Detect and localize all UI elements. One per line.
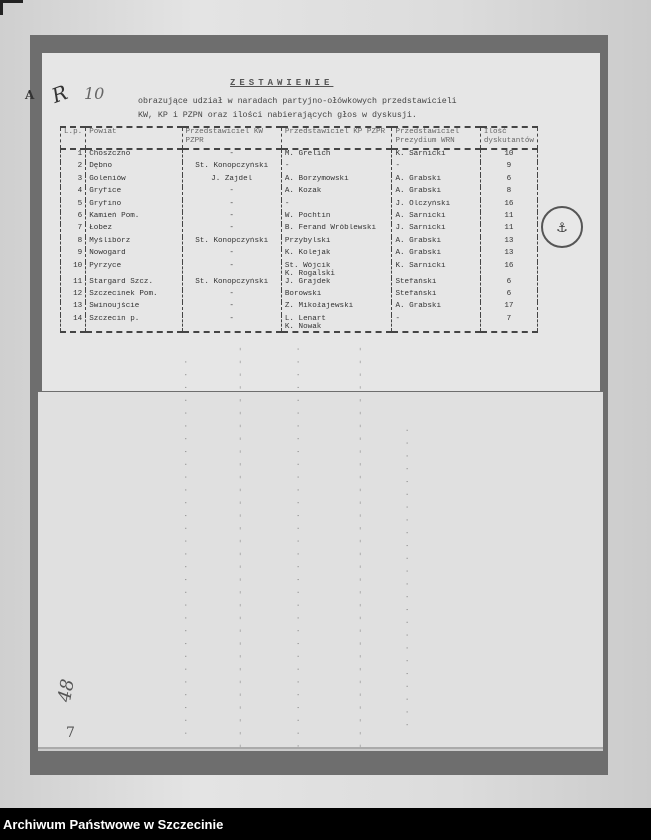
header-count: Ilość dyskutantów xyxy=(480,127,537,149)
cell-lp: 8 xyxy=(61,237,86,249)
margin-mark-a: A xyxy=(25,88,35,102)
crop-mark xyxy=(0,0,23,15)
cell-count: 7 xyxy=(480,315,537,332)
summary-table xyxy=(60,126,538,333)
cell-count: 9 xyxy=(480,162,537,174)
header-wrn: Przedstawiciel Prezydium WRN xyxy=(392,127,480,149)
table-row xyxy=(61,262,538,278)
cell-lp: 4 xyxy=(61,187,86,199)
cell-kp: A. Kozak xyxy=(281,187,392,199)
cell-count: 6 xyxy=(480,175,537,187)
cell-kp: - xyxy=(281,200,392,212)
cell-kp: M. Grelich xyxy=(281,149,392,162)
cell-lp: 2 xyxy=(61,162,86,174)
cell-powiat: Pyrzyce xyxy=(86,262,182,278)
cell-powiat: Nowogard xyxy=(86,249,182,261)
bleed-through-text: - - - - - - - - - - - - - - - - - - - - - - - - - - - - - - - - xyxy=(234,345,245,749)
table-row xyxy=(61,249,538,261)
cell-wrn: J. Olczyński xyxy=(392,200,480,212)
table-row xyxy=(61,175,538,187)
margin-mark-10: 10 xyxy=(84,84,105,103)
cell-lp: 14 xyxy=(61,315,86,332)
cell-wrn: A. Grabski xyxy=(392,249,480,261)
cell-kp: Przybylski xyxy=(281,237,392,249)
cell-lp: 10 xyxy=(61,262,86,278)
cell-kw: J. Zajdel xyxy=(182,175,281,187)
cell-kw: - xyxy=(182,315,281,332)
header-kp: Przedstawiciel KP PZPR xyxy=(281,127,392,149)
cell-powiat: Gryfino xyxy=(86,200,182,212)
cell-lp: 13 xyxy=(61,302,86,314)
cell-wrn: A. Grabski xyxy=(392,302,480,314)
cell-count: 13 xyxy=(480,249,537,261)
table-row xyxy=(61,149,538,162)
cell-kw: St. Konopczyński xyxy=(182,237,281,249)
cell-lp: 11 xyxy=(61,278,86,290)
cell-powiat: Dębno xyxy=(86,162,182,174)
cell-lp: 1 xyxy=(61,149,86,162)
cell-kp: - xyxy=(281,162,392,174)
header-lp: L.p. xyxy=(61,127,86,149)
document-subtitle xyxy=(138,95,457,123)
cell-wrn: A. Grabski xyxy=(392,175,480,187)
cell-kw: - xyxy=(182,262,281,278)
table-row xyxy=(61,187,538,199)
cell-lp: 5 xyxy=(61,200,86,212)
table-row xyxy=(61,290,538,302)
cell-kp: L. Lenart K. Nowak xyxy=(281,315,392,332)
cell-powiat: Szczecin p. xyxy=(86,315,182,332)
cell-kp: B. Ferand Wróblewski xyxy=(281,224,392,236)
cell-powiat: Myślibórz xyxy=(86,237,182,249)
cell-kp: Z. Mikołajewski xyxy=(281,302,392,314)
cell-lp: 3 xyxy=(61,175,86,187)
cell-kp: A. Borzymowski xyxy=(281,175,392,187)
cell-kp: K. Kolejak xyxy=(281,249,392,261)
cell-powiat: Świnoujście xyxy=(86,302,182,314)
cell-wrn: J. Sarnicki xyxy=(392,224,480,236)
cell-lp: 7 xyxy=(61,224,86,236)
cell-wrn: - xyxy=(392,162,480,174)
cell-count: 8 xyxy=(480,187,537,199)
cell-count: 16 xyxy=(480,200,537,212)
header-kw: Przedstawiciel KW PZPR xyxy=(182,127,281,149)
cell-powiat: Choszczno xyxy=(86,149,182,162)
cell-count: 17 xyxy=(480,302,537,314)
cell-kp: J. Grajdek xyxy=(281,278,392,290)
cell-count: 13 xyxy=(480,237,537,249)
cell-kw: - xyxy=(182,212,281,224)
bleed-through-text: . . . . . . . . . . . . . . . . . . . . . . . . . . . . . . . . xyxy=(294,345,305,749)
table-row xyxy=(61,212,538,224)
subtitle-line: KW, KP i PZPN oraz ilości nabierających głos w dyskusji. xyxy=(138,111,417,120)
table-row xyxy=(61,302,538,314)
cell-powiat: Stargard Szcz. xyxy=(86,278,182,290)
cell-wrn: A. Grabski xyxy=(392,237,480,249)
margin-mark-r: R xyxy=(48,80,71,108)
cell-wrn: K. Sarnicki xyxy=(392,262,480,278)
table-row xyxy=(61,224,538,236)
archive-stamp: ⚓ xyxy=(541,206,583,248)
cell-count: 16 xyxy=(480,262,537,278)
cell-kw: St. Konopczyński xyxy=(182,278,281,290)
document-title: ZESTAWIENIE xyxy=(230,78,334,88)
cell-kw: St. Konopczyński xyxy=(182,162,281,174)
table-row xyxy=(61,237,538,249)
cell-wrn: Stefański xyxy=(392,290,480,302)
cell-kp: St. Wójcik K. Rogalski xyxy=(281,262,392,278)
cell-powiat: Goleniów xyxy=(86,175,182,187)
cell-wrn: A. Grabski xyxy=(392,187,480,199)
table-row xyxy=(61,315,538,332)
cell-powiat: Gryfice xyxy=(86,187,182,199)
cell-count: 10 xyxy=(480,149,537,162)
cell-kw: - xyxy=(182,290,281,302)
archive-footer xyxy=(0,808,651,840)
subtitle-line: obrazujące udział w naradach partyjno-ołówkowych przedstawicieli xyxy=(138,97,457,106)
cell-wrn: K. Sarnicki xyxy=(392,149,480,162)
cell-powiat: Kamień Pom. xyxy=(86,212,182,224)
cell-lp: 12 xyxy=(61,290,86,302)
header-powiat: Powiat xyxy=(86,127,182,149)
margin-mark-48: 48 xyxy=(54,677,79,704)
cell-wrn: A. Sarnicki xyxy=(392,212,480,224)
cell-powiat: Łobez xyxy=(86,224,182,236)
cell-kw: - xyxy=(182,249,281,261)
table-row xyxy=(61,162,538,174)
table-row xyxy=(61,200,538,212)
cell-wrn: Stefański xyxy=(392,278,480,290)
cell-kw: - xyxy=(182,224,281,236)
bleed-through-text: . . . . . . . . . . . . . . . . . . . . . . . . xyxy=(403,426,414,728)
cell-kw: - xyxy=(182,149,281,162)
archive-name: Archiwum Państwowe w Szczecinie xyxy=(3,817,224,832)
bleed-through-text: - - - - - - - - - - - - - - - - - - - - - - - - - - - - - - - - xyxy=(354,345,365,749)
cell-count: 11 xyxy=(480,212,537,224)
cell-wrn: - xyxy=(392,315,480,332)
cell-count: 11 xyxy=(480,224,537,236)
margin-mark-7: 7 xyxy=(66,725,75,741)
cell-kw: - xyxy=(182,302,281,314)
cell-count: 6 xyxy=(480,290,537,302)
cell-lp: 9 xyxy=(61,249,86,261)
bleed-through-text: . . . . . . . . . . . . . . . . . . . . . . . . . . . . . . xyxy=(181,358,192,736)
table-header xyxy=(61,127,538,149)
cell-kp: Borowski xyxy=(281,290,392,302)
cell-powiat: Szczecinek Pom. xyxy=(86,290,182,302)
facing-page xyxy=(38,345,603,749)
cell-kw: - xyxy=(182,187,281,199)
cell-kw: - xyxy=(182,200,281,212)
table-row xyxy=(61,278,538,290)
cell-count: 6 xyxy=(480,278,537,290)
cell-kp: W. Pochtin xyxy=(281,212,392,224)
cell-lp: 6 xyxy=(61,212,86,224)
